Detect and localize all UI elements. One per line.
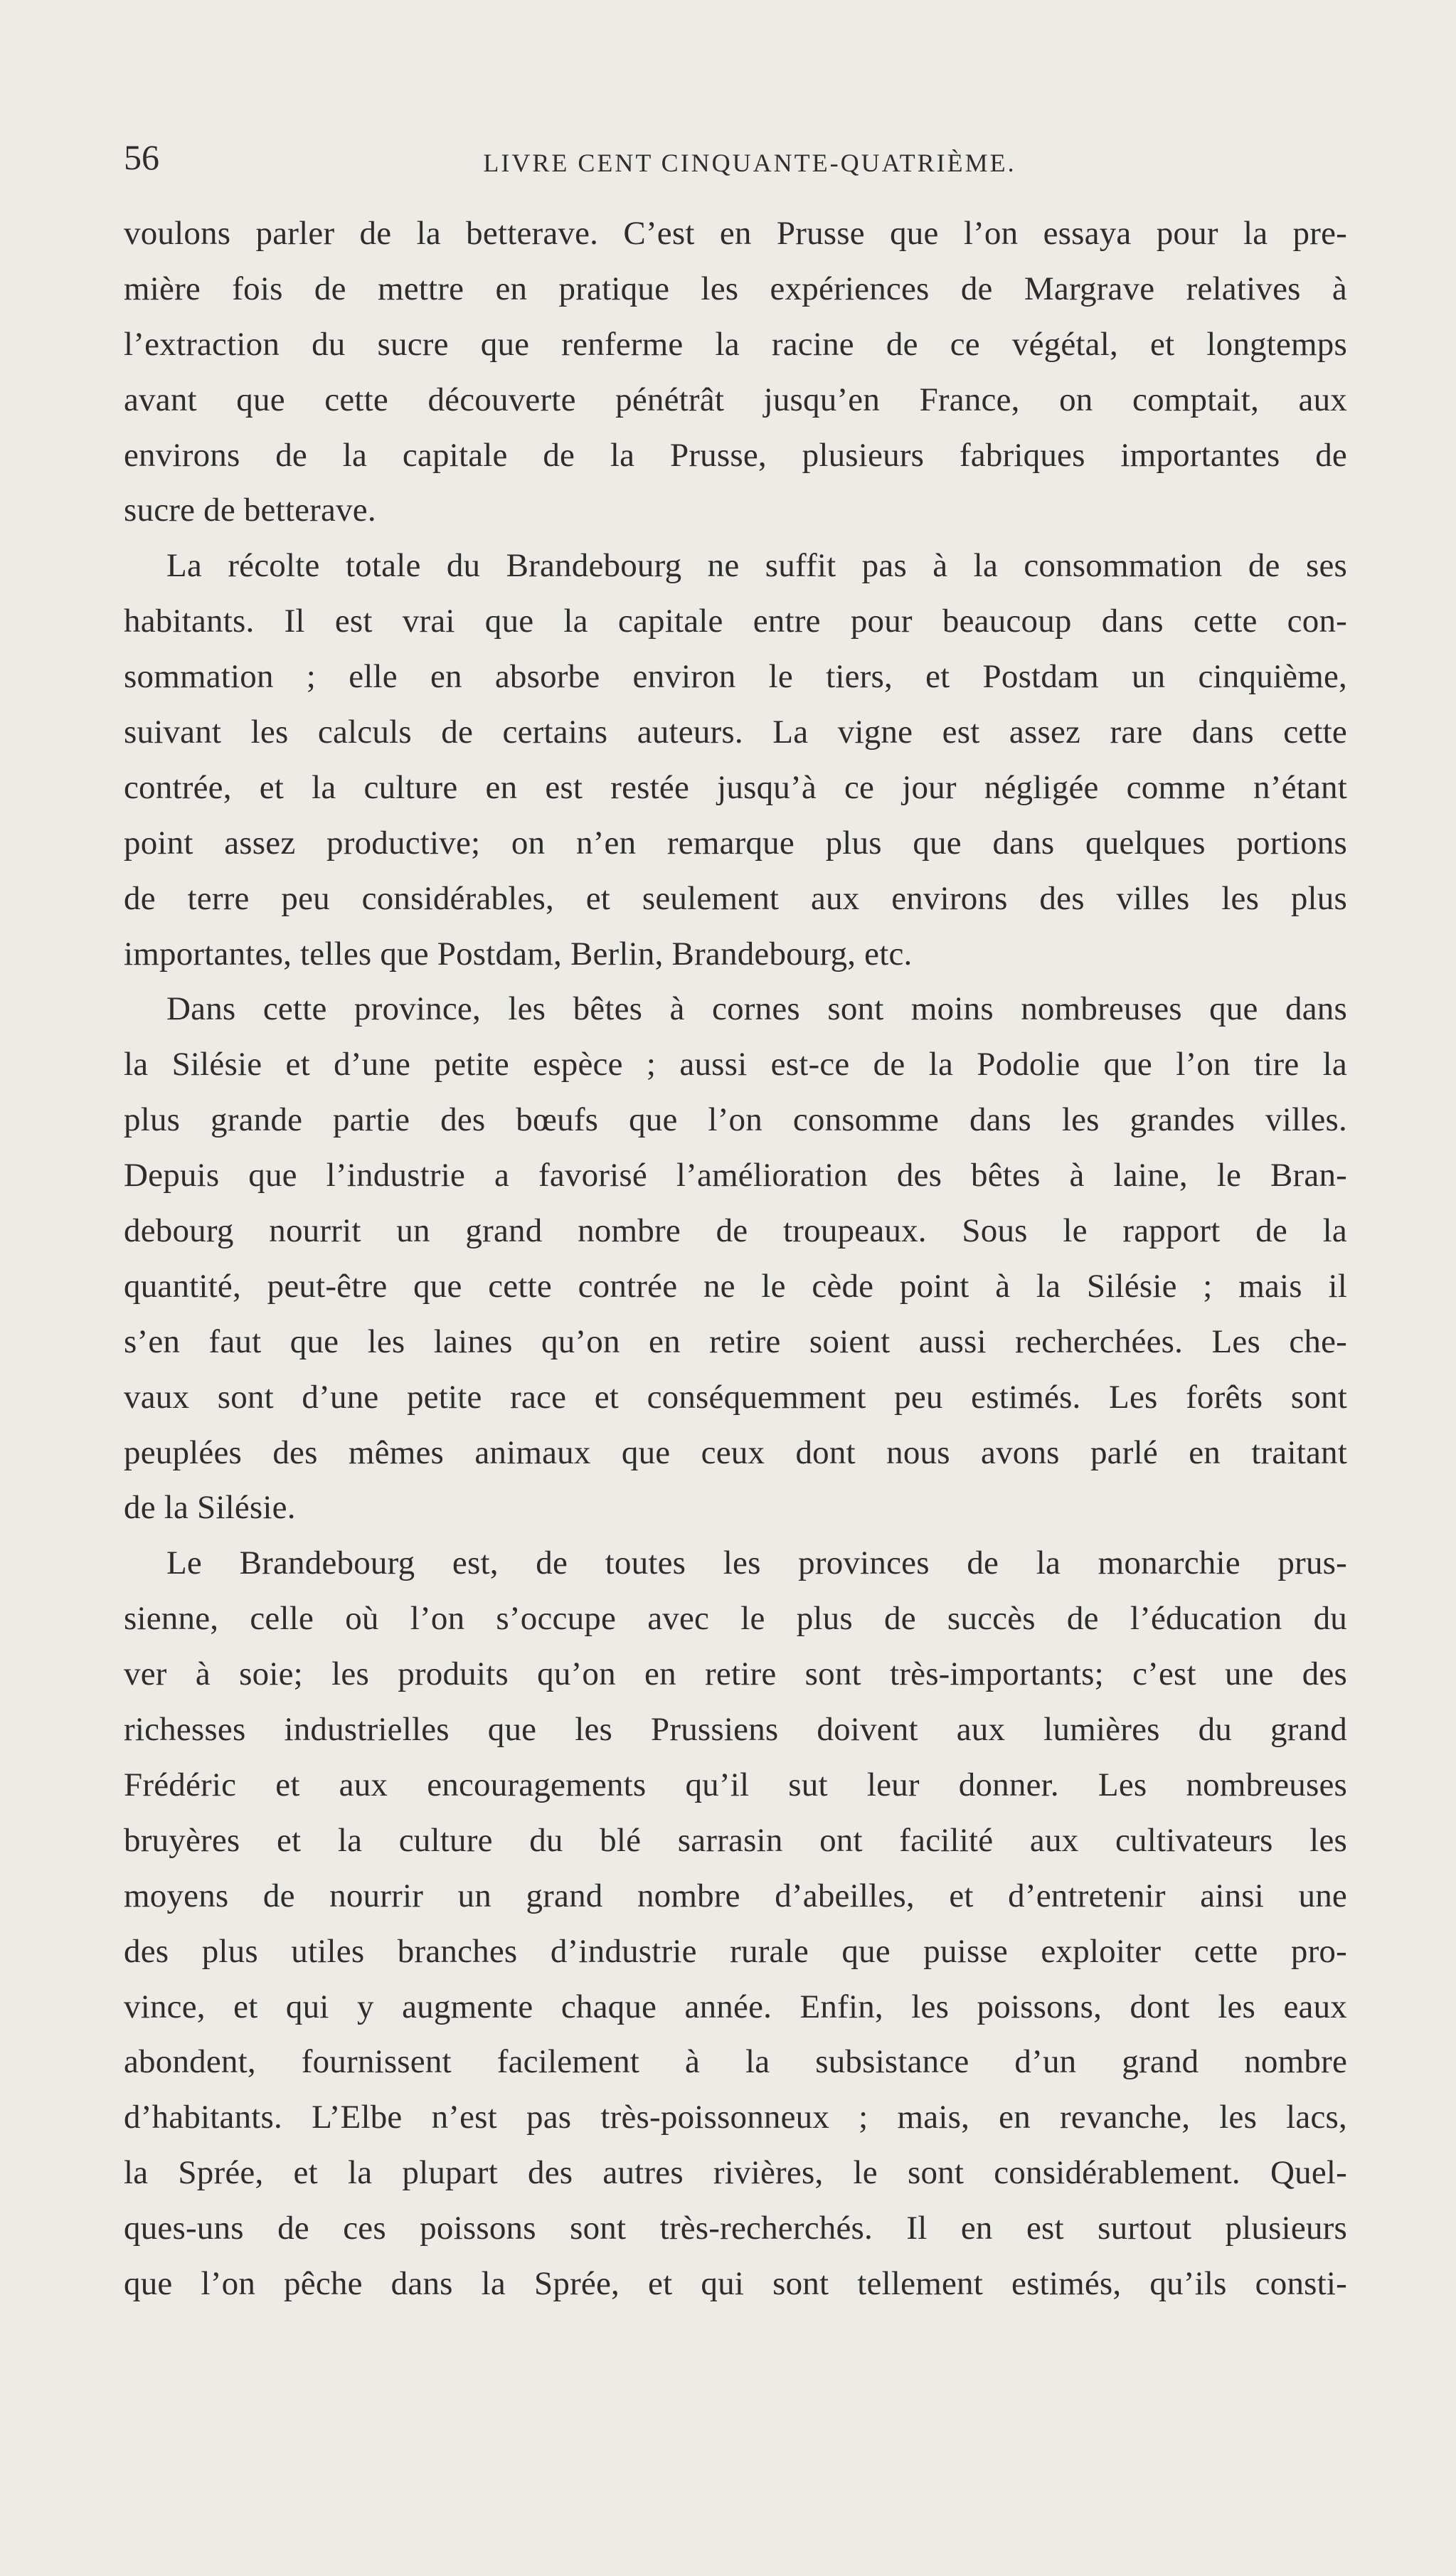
text-line: sucre de betterave. xyxy=(124,492,376,529)
text-line: peuplées des mêmes animaux que ceux dont nous avons parlé en traitant xyxy=(124,1433,1347,1471)
text-line: ques-uns de ces poissons sont très-recherchés. Il en est surtout plusieurs xyxy=(124,2210,1347,2247)
text-line: sienne, celle où l’on s’occupe avec le plus de succès de l’éducation du xyxy=(124,1600,1347,1638)
text-line: Dans cette province, les bêtes à cornes sont moins nombreuses que dans xyxy=(166,990,1347,1028)
text-line: des plus utiles branches d’industrie rurale que puisse exploiter cette pro- xyxy=(124,1932,1347,1970)
text-line: bruyères et la culture du blé sarrasin ont facilité aux cultivateurs les xyxy=(124,1821,1347,1859)
text-line: de terre peu considérables, et seulement aux environs des villes les plus xyxy=(124,879,1347,917)
text-line: debourg nourrit un grand nombre de troupeaux. Sous le rapport de la xyxy=(124,1212,1347,1250)
paragraph xyxy=(124,539,1347,982)
text-line: avant que cette découverte pénétrât jusqu’en France, on comptait, aux xyxy=(124,381,1347,418)
text-line: quantité, peut-être que cette contrée ne le cède point à la Silésie ; mais il xyxy=(124,1267,1347,1305)
paragraph xyxy=(124,1536,1347,2311)
text-line: moyens de nourrir un grand nombre d’abeilles, et d’entretenir ainsi une xyxy=(124,1877,1347,1914)
text-line: La récolte totale du Brandebourg ne suffit pas à la consommation de ses xyxy=(166,547,1347,585)
text-line: abondent, fournissent facilement à la subsistance d’un grand nombre xyxy=(124,2043,1347,2081)
text-line: la Sprée, et la plupart des autres rivières, le sont considérablement. Quel- xyxy=(124,2154,1347,2192)
text-line: de la Silésie. xyxy=(124,1489,296,1527)
running-head xyxy=(124,132,1347,182)
paragraph xyxy=(124,206,1347,539)
text-line: Frédéric et aux encouragements qu’il sut leur donner. Les nombreuses xyxy=(124,1766,1347,1803)
running-title: LIVRE CENT CINQUANTE-QUATRIÈME. xyxy=(483,149,1016,177)
text-line: habitants. Il est vrai que la capitale entre pour beaucoup dans cette con- xyxy=(124,603,1347,640)
text-line: contrée, et la culture en est restée jusqu’à ce jour négligée comme n’étant xyxy=(124,768,1347,806)
text-line: que l’on pêche dans la Sprée, et qui sont tellement estimés, qu’ils consti- xyxy=(124,2264,1347,2302)
text-line: environs de la capitale de la Prusse, plusieurs fabriques importantes de xyxy=(124,436,1347,474)
text-line: la Silésie et d’une petite espèce ; aussi est-ce de la Podolie que l’on tire la xyxy=(124,1046,1347,1083)
text-line: voulons parler de la betterave. C’est en Prusse que l’on essaya pour la pre- xyxy=(124,215,1347,252)
text-line: s’en faut que les laines qu’on en retire soient aussi recherchées. Les che- xyxy=(124,1323,1347,1360)
text-line: ver à soie; les produits qu’on en retire sont très-importants; c’est une des xyxy=(124,1655,1347,1693)
page-number: 56 xyxy=(124,137,159,177)
paragraph xyxy=(124,982,1347,1536)
text-line: vince, et qui y augmente chaque année. Enfin, les poissons, dont les eaux xyxy=(124,1988,1347,2025)
text-line: sommation ; elle en absorbe environ le tiers, et Postdam un cinquième, xyxy=(124,658,1347,696)
text-line: Depuis que l’industrie a favorisé l’amélioration des bêtes à laine, le Bran- xyxy=(124,1157,1347,1194)
text-line: d’habitants. L’Elbe n’est pas très-poissonneux ; mais, en revanche, les lacs, xyxy=(124,2099,1347,2136)
text-line: suivant les calculs de certains auteurs. La vigne est assez rare dans cette xyxy=(124,714,1347,751)
text-line: vaux sont d’une petite race et conséquemment peu estimés. Les forêts sont xyxy=(124,1378,1347,1416)
text-line: point assez productive; on n’en remarque plus que dans quelques portions xyxy=(124,824,1347,862)
text-line: Le Brandebourg est, de toutes les provinces de la monarchie prus- xyxy=(166,1544,1347,1582)
text-line: mière fois de mettre en pratique les expériences de Margrave relatives à xyxy=(124,270,1347,307)
text-line: importantes, telles que Postdam, Berlin, Brandebourg, etc. xyxy=(124,935,913,972)
text-line: richesses industrielles que les Prussiens doivent aux lumières du grand xyxy=(124,1711,1347,1749)
body-text xyxy=(124,206,1347,2312)
text-line: l’extraction du sucre que renferme la racine de ce végétal, et longtemps xyxy=(124,325,1347,363)
text-line: plus grande partie des bœufs que l’on consomme dans les grandes villes. xyxy=(124,1101,1347,1139)
